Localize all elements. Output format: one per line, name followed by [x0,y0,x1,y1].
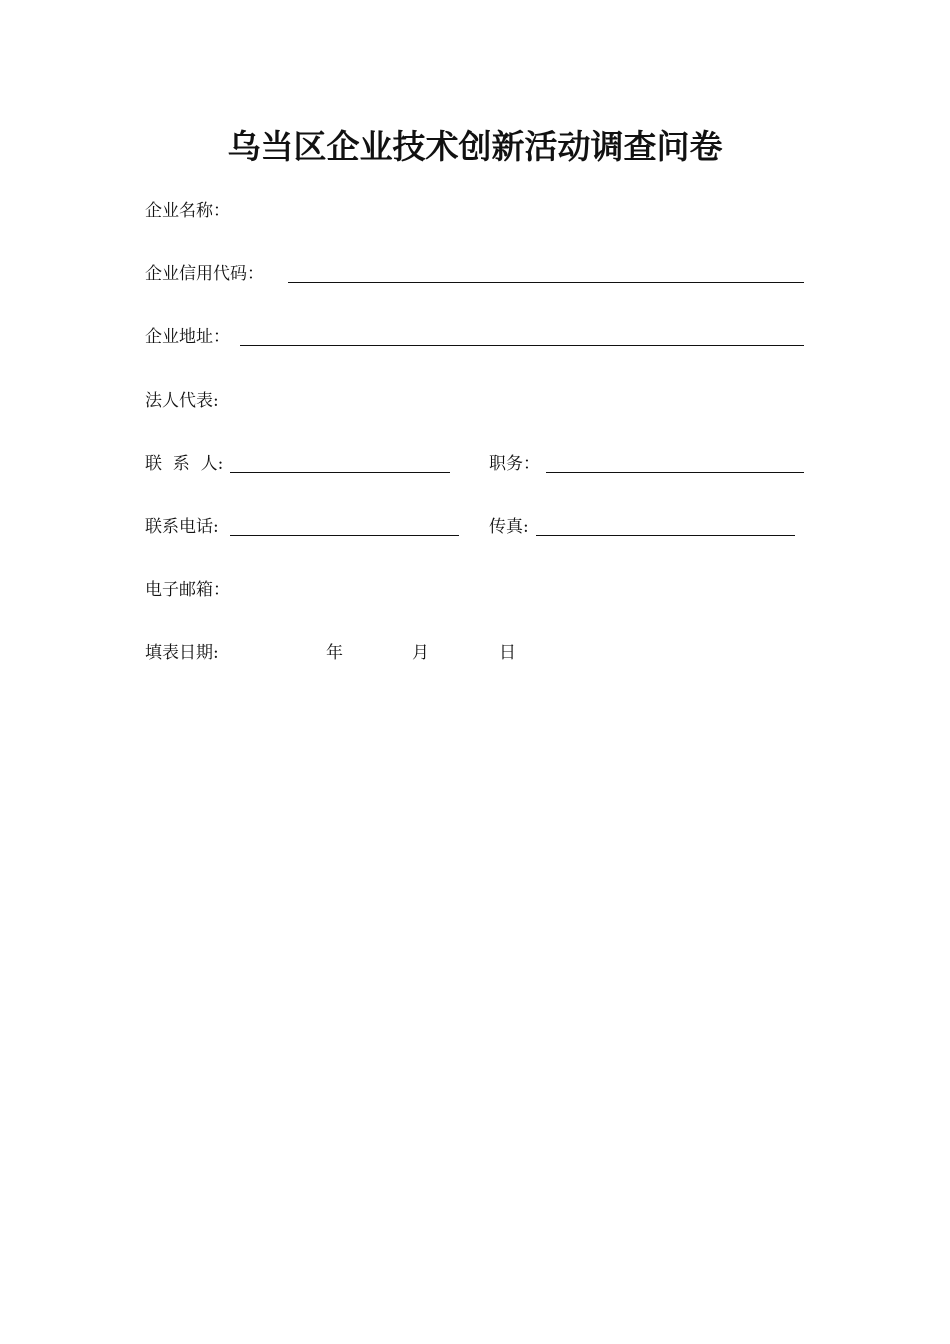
credit-code-input-line[interactable] [288,282,804,283]
phone-input-line[interactable] [230,535,459,536]
contact-person-label: 联 系 人: [145,454,224,474]
company-name-label: 企业名称： [145,201,230,221]
page-title: 乌当区企业技术创新活动调查问卷 [227,127,723,166]
legal-rep-label: 法人代表: [145,391,219,411]
position-input-line[interactable] [546,472,804,473]
email-label: 电子邮箱： [145,580,230,600]
credit-code-row [145,262,805,286]
email-row [145,578,805,602]
position-label: 职务： [489,454,540,474]
year-label: 年 [326,643,343,663]
address-label: 企业地址： [145,327,230,347]
contact-row [145,452,805,476]
phone-row [145,515,805,539]
month-label: 月 [412,643,429,663]
phone-label: 联系电话: [145,517,219,537]
legal-rep-row [145,389,805,413]
contact-person-input-line[interactable] [230,472,450,473]
credit-code-label: 企业信用代码： [145,264,264,284]
fill-date-row [145,641,805,665]
fax-input-line[interactable] [536,535,795,536]
company-name-row [145,199,805,223]
address-input-line[interactable] [240,345,804,346]
day-label: 日 [499,643,516,663]
address-row [145,325,805,349]
fill-date-label: 填表日期: [145,643,219,663]
fax-label: 传真: [489,517,529,537]
